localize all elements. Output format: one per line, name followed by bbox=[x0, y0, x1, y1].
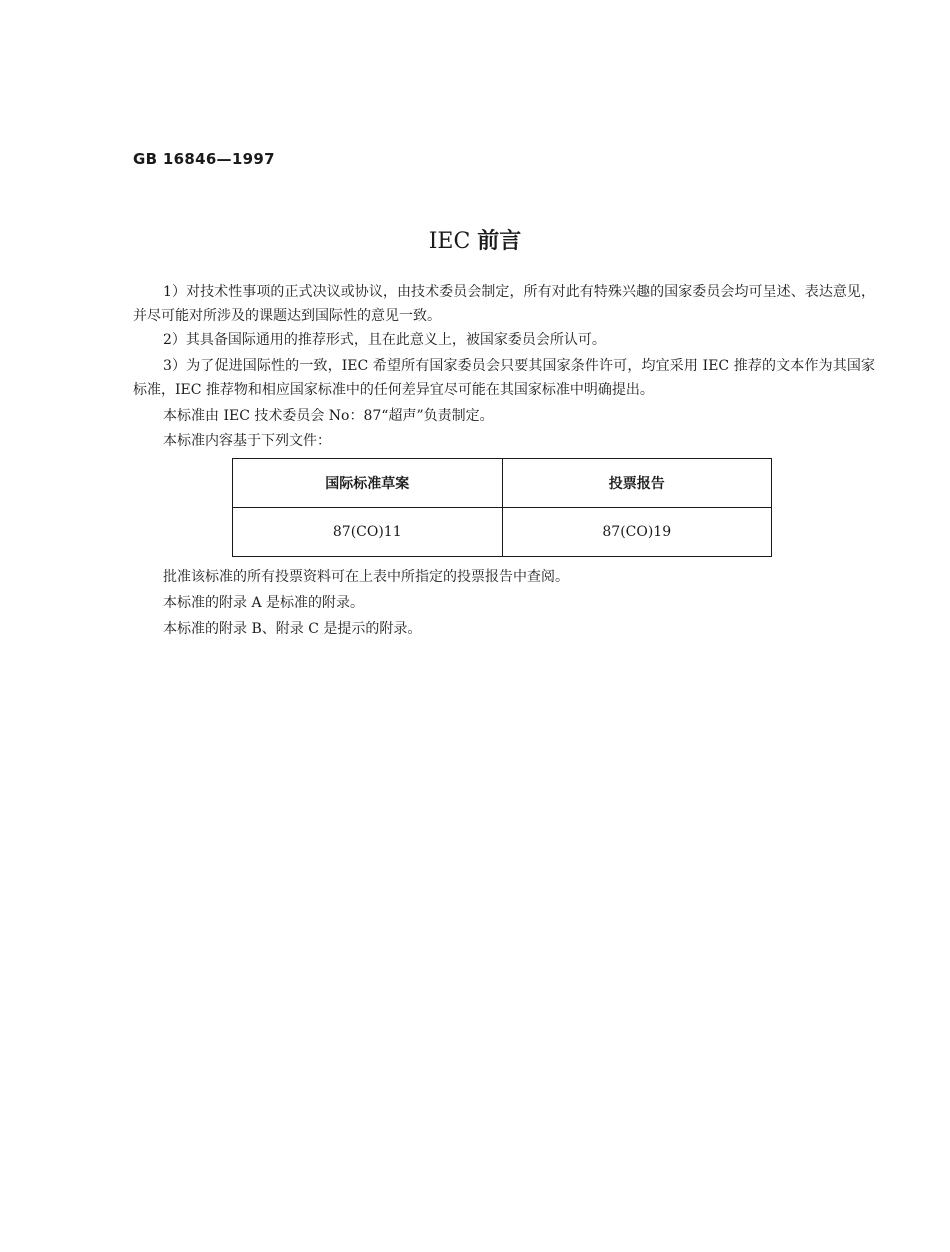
table-cell: 87(CO)11 bbox=[233, 508, 503, 557]
paragraph-annex-bc: 本标准的附录 B、附录 C 是提示的附录。 bbox=[163, 621, 422, 637]
table-header-row bbox=[233, 459, 772, 508]
paragraph-1: 1）对技术性事项的正式决议或协议，由技术委员会制定，所有对此有特殊兴趣的国家委员会均可呈述、表达意见，并尽可能对所涉及的课题达到国际性的意见一致。 bbox=[133, 284, 875, 324]
table-header-cell: 国际标准草案 bbox=[233, 459, 503, 508]
paragraph-2: 2）其具备国际通用的推荐形式，且在此意义上，被国家委员会所认可。 bbox=[163, 332, 606, 348]
table-cell: 87(CO)19 bbox=[502, 508, 772, 557]
title-latin: IEC bbox=[428, 229, 471, 254]
title-zh: 前言 bbox=[477, 228, 522, 254]
paragraph-committee: 本标准由 IEC 技术委员会 No：87“超声”负责制定。 bbox=[163, 408, 494, 424]
paragraph-annex-a: 本标准的附录 A 是标准的附录。 bbox=[163, 595, 365, 611]
paragraph-voting: 批准该标准的所有投票资料可在上表中所指定的投票报告中查阅。 bbox=[163, 569, 569, 585]
standard-code: GB 16846—1997 bbox=[133, 150, 275, 168]
table-row bbox=[233, 508, 772, 557]
paragraph-basis: 本标准内容基于下列文件： bbox=[163, 433, 331, 449]
page-title bbox=[0, 224, 950, 255]
paragraph-3: 3）为了促进国际性的一致，IEC 希望所有国家委员会只要其国家条件许可，均宜采用 IEC 推荐的文本作为其国家标准，IEC 推荐物和相应国家标准中的任何差异宜尽可能在其国家标准中明确提出。 bbox=[133, 358, 875, 398]
table-header-cell: 投票报告 bbox=[502, 459, 772, 508]
documents-table bbox=[232, 458, 772, 557]
